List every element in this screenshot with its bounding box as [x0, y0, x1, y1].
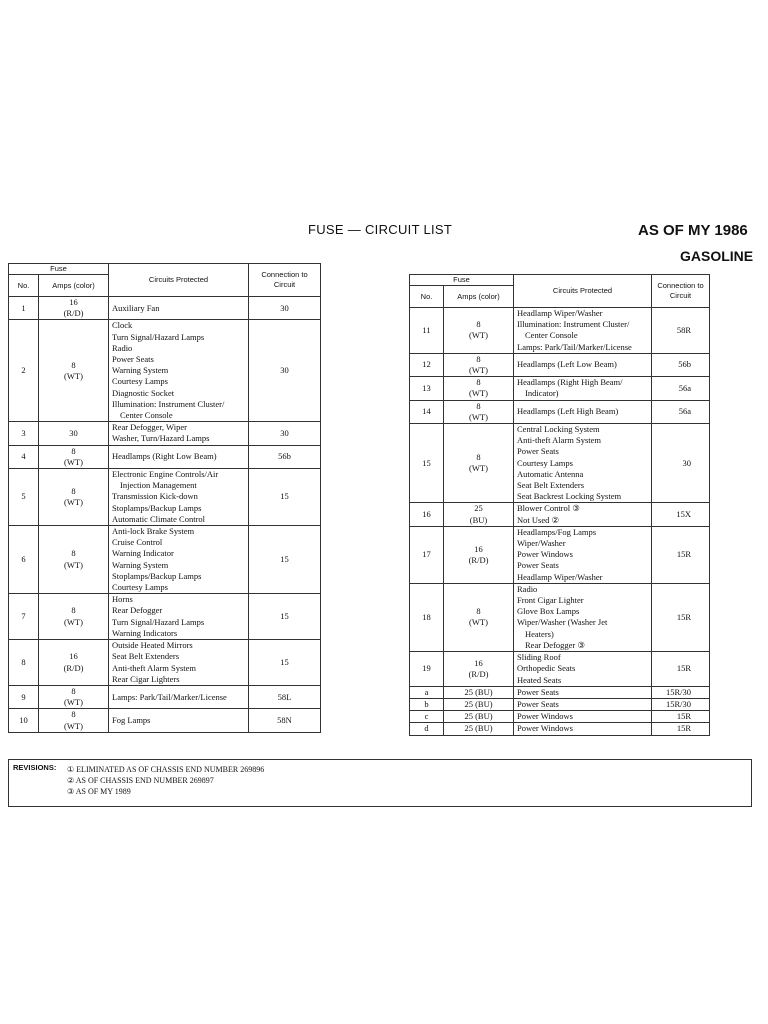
fuse-number: 9 — [9, 685, 39, 708]
circuit-line: Clock — [112, 320, 133, 331]
circuit-line: Headlamps (Right Low Beam) — [112, 451, 217, 462]
connection-value: 15R/30 — [652, 686, 710, 698]
circuit-line: Heaters) — [525, 628, 554, 639]
fuse-color: (WT) — [64, 456, 83, 467]
connection-value: 15R — [652, 723, 710, 735]
circuits-cell — [514, 503, 652, 526]
circuit-line: Heated Seats — [517, 674, 562, 685]
circuit-line: Courtesy Lamps — [112, 376, 168, 387]
table-row — [9, 422, 321, 445]
circuit-line: Headlamp Wiper/Washer — [517, 571, 603, 582]
fuse-color: (WT) — [469, 365, 488, 376]
fuse-amps-cell — [39, 297, 109, 320]
fuse-color: (WT) — [64, 697, 83, 708]
fuse-amps: 8 — [476, 606, 481, 617]
circuits-cell — [514, 583, 652, 651]
fuse-color: (R/D) — [468, 554, 489, 565]
circuits-cell — [109, 640, 249, 686]
connection-value: 30 — [652, 424, 710, 503]
table-row — [9, 469, 321, 526]
fuse-amps: 8 — [71, 709, 76, 720]
fuse-amps-cell — [39, 640, 109, 686]
circuit-line: Rear Defogger, Wiper — [112, 422, 187, 433]
fuse-amps: 30 — [69, 427, 78, 438]
fuse-header: Fuse — [9, 264, 109, 275]
table-row — [9, 320, 321, 422]
fuse-number: 16 — [410, 503, 444, 526]
circuit-line: Injection Management — [120, 480, 197, 491]
circuits-cell — [514, 711, 652, 723]
circuit-line: Central Locking System — [517, 424, 600, 435]
circuit-line: Power Windows — [517, 711, 573, 722]
table-row — [410, 308, 710, 354]
circuit-line: Power Windows — [517, 723, 573, 734]
circuit-line: Power Seats — [517, 446, 559, 457]
amps-header: Amps (color) — [39, 275, 109, 297]
connection-value: 30 — [249, 422, 321, 445]
circuit-line: Sliding Roof — [517, 652, 561, 663]
table-row — [410, 583, 710, 651]
circuits-cell — [514, 424, 652, 503]
fuse-table-left — [8, 263, 321, 733]
model-year-label: AS OF MY 1986 — [638, 222, 748, 239]
fuse-color: (WT) — [469, 330, 488, 341]
circuit-line: Lamps: Park/Tail/Marker/License — [517, 341, 632, 352]
connection-value: 15 — [249, 526, 321, 594]
circuits-cell — [514, 308, 652, 354]
fuse-amps: 16 — [69, 297, 78, 307]
fuse-amps: 8 — [71, 445, 76, 456]
fuse-color: (WT) — [469, 411, 488, 422]
connection-value: 15R — [652, 583, 710, 651]
fuse-number: c — [410, 711, 444, 723]
circuit-line: Radio — [517, 583, 538, 594]
table-row — [410, 686, 710, 698]
fuse-color: (WT) — [469, 617, 488, 628]
fuse-header: Fuse — [410, 275, 514, 286]
circuits-cell — [514, 723, 652, 735]
connection-value: 15 — [249, 640, 321, 686]
circuit-line: Warning Indicator — [112, 548, 174, 559]
revisions-label: REVISIONS: — [13, 763, 57, 772]
circuit-line: Electronic Engine Controls/Air — [112, 469, 219, 480]
circuits-cell — [514, 377, 652, 400]
fuse-amps: 25 (BU) — [464, 698, 493, 709]
circuits-cell — [514, 526, 652, 583]
circuit-line: Headlamps/Fog Lamps — [517, 526, 597, 537]
table-row — [410, 711, 710, 723]
circuits-cell — [109, 526, 249, 594]
fuse-number: a — [410, 686, 444, 698]
connection-value: 30 — [249, 320, 321, 422]
fuse-amps: 16 — [474, 543, 483, 554]
fuse-color: (WT) — [64, 559, 83, 570]
fuse-amps-cell — [444, 308, 514, 354]
circuit-line: Stoplamps/Backup Lamps — [112, 502, 202, 513]
circuits-cell — [514, 698, 652, 710]
circuit-line: Illumination: Instrument Cluster/ — [517, 319, 630, 330]
fuse-amps-cell — [444, 711, 514, 723]
circuits-header: Circuits Protected — [109, 264, 249, 297]
fuse-number: 19 — [410, 652, 444, 687]
circuit-line: Rear Defogger ③ — [525, 639, 586, 650]
circuit-line: Turn Signal/Hazard Lamps — [112, 331, 205, 342]
circuits-cell — [109, 320, 249, 422]
fuse-number: 1 — [9, 297, 39, 320]
fuse-color: (R/D) — [63, 308, 84, 319]
connection-value: 15R — [652, 652, 710, 687]
circuit-line: Power Seats — [517, 698, 559, 709]
fuse-number: 10 — [9, 709, 39, 732]
fuse-number: 4 — [9, 445, 39, 468]
circuits-cell — [109, 594, 249, 640]
circuit-line: Turn Signal/Hazard Lamps — [112, 616, 205, 627]
circuit-line: Seat Belt Extenders — [112, 651, 180, 662]
connection-value: 15X — [652, 503, 710, 526]
connection-value: 30 — [249, 297, 321, 320]
fuse-number: 18 — [410, 583, 444, 651]
circuit-line: Courtesy Lamps — [517, 457, 573, 468]
fuse-number: 2 — [9, 320, 39, 422]
table-row — [9, 297, 321, 320]
connection-value: 56b — [652, 353, 710, 376]
table-row — [410, 723, 710, 735]
circuit-line: Center Console — [120, 410, 173, 421]
fuse-color: (WT) — [469, 463, 488, 474]
connection-value: 56b — [249, 445, 321, 468]
table-row — [9, 685, 321, 708]
circuits-cell — [514, 686, 652, 698]
no-header: No. — [9, 275, 39, 297]
fuse-color: (WT) — [469, 388, 488, 399]
table-row — [410, 652, 710, 687]
circuit-line: Automatic Climate Control — [112, 513, 206, 524]
fuse-amps: 8 — [476, 452, 481, 463]
circuit-line: Blower Control ③ — [517, 503, 580, 514]
circuit-line: Automatic Antenna — [517, 468, 584, 479]
fuse-number: b — [410, 698, 444, 710]
revision-item: ① ELIMINATED AS OF CHASSIS END NUMBER 269896 — [67, 765, 265, 774]
circuits-cell — [109, 297, 249, 320]
fuse-color: (WT) — [64, 616, 83, 627]
connection-value: 15 — [249, 469, 321, 526]
fuse-amps: 8 — [476, 319, 481, 330]
circuit-line: Orthopedic Seats — [517, 663, 576, 674]
circuit-line: Transmission Kick-down — [112, 491, 198, 502]
fuse-amps: 25 (BU) — [464, 711, 493, 722]
circuit-line: Power Seats — [517, 560, 559, 571]
table-row — [9, 526, 321, 594]
connection-value: 58R — [652, 308, 710, 354]
revision-item: ③ AS OF MY 1989 — [67, 787, 131, 796]
circuit-line: Power Seats — [517, 686, 559, 697]
table-row — [9, 594, 321, 640]
circuit-line: Warning System — [112, 365, 169, 376]
fuse-number: 8 — [9, 640, 39, 686]
circuit-line: Anti-theft Alarm System — [112, 662, 197, 673]
fuse-amps-cell — [444, 503, 514, 526]
circuit-line: Radio — [112, 342, 133, 353]
fuse-amps: 8 — [476, 400, 481, 411]
fuse-amps: 25 (BU) — [464, 723, 493, 734]
fuse-amps: 8 — [71, 485, 76, 496]
circuits-cell — [109, 685, 249, 708]
circuit-line: Stoplamps/Backup Lamps — [112, 570, 202, 581]
table-row — [410, 503, 710, 526]
circuit-line: Illumination: Instrument Cluster/ — [112, 398, 225, 409]
table-row — [9, 640, 321, 686]
fuse-amps-cell — [39, 709, 109, 732]
circuit-line: Anti-theft Alarm System — [517, 435, 602, 446]
fuse-amps-cell — [39, 526, 109, 594]
fuse-number: 6 — [9, 526, 39, 594]
circuit-line: Rear Cigar Lighters — [112, 673, 180, 684]
fuse-number: 12 — [410, 353, 444, 376]
table-row — [410, 377, 710, 400]
connection-value: 15R/30 — [652, 698, 710, 710]
fuse-amps: 8 — [71, 605, 76, 616]
circuit-line: Outside Heated Mirrors — [112, 640, 193, 651]
circuit-line: Cruise Control — [112, 537, 163, 548]
fuse-amps: 25 (BU) — [464, 686, 493, 697]
table-row — [410, 698, 710, 710]
fuse-amps-cell — [444, 377, 514, 400]
fuse-amps-cell — [444, 353, 514, 376]
table-row — [410, 526, 710, 583]
circuit-line: Headlamps (Left High Beam) — [517, 406, 619, 417]
amps-header: Amps (color) — [444, 286, 514, 308]
no-header: No. — [410, 286, 444, 308]
circuits-header: Circuits Protected — [514, 275, 652, 308]
table-row — [410, 353, 710, 376]
circuits-cell — [109, 445, 249, 468]
circuit-line: Headlamp Wiper/Washer — [517, 308, 603, 318]
revisions-box — [8, 759, 752, 807]
fuse-amps: 16 — [69, 651, 78, 662]
circuit-line: Wiper/Washer — [517, 538, 566, 549]
fuse-color: (BU) — [469, 514, 488, 525]
fuse-color: (R/D) — [468, 668, 489, 679]
fuse-number: 7 — [9, 594, 39, 640]
fuse-color: (R/D) — [63, 662, 84, 673]
table-row — [9, 445, 321, 468]
fuse-amps: 8 — [71, 685, 76, 696]
connection-value: 56a — [652, 400, 710, 423]
circuit-line: Center Console — [525, 330, 578, 341]
circuit-line: Power Seats — [112, 354, 154, 365]
circuit-line: Not Used ② — [517, 514, 560, 525]
fuse-color: (WT) — [64, 720, 83, 731]
fuse-amps-cell — [39, 594, 109, 640]
engine-type-label: GASOLINE — [680, 248, 754, 264]
fuse-color: (WT) — [64, 370, 83, 381]
fuse-number: 3 — [9, 422, 39, 445]
circuit-line: Warning System — [112, 559, 169, 570]
fuse-amps: 8 — [71, 548, 76, 559]
fuse-number: 11 — [410, 308, 444, 354]
connection-header: Connection to Circuit — [652, 275, 710, 308]
circuit-line: Warning Indicators — [112, 627, 178, 638]
connection-value: 15R — [652, 526, 710, 583]
connection-header: Connection to Circuit — [249, 264, 321, 297]
connection-value: 15R — [652, 711, 710, 723]
circuit-line: Courtesy Lamps — [112, 582, 168, 593]
fuse-number: 15 — [410, 424, 444, 503]
circuits-cell — [514, 400, 652, 423]
fuse-amps-cell — [444, 424, 514, 503]
circuits-cell — [109, 709, 249, 732]
fuse-amps-cell — [444, 686, 514, 698]
revision-item: ② AS OF CHASSIS END NUMBER 269897 — [67, 776, 214, 785]
fuse-number: 5 — [9, 469, 39, 526]
table-row — [410, 424, 710, 503]
table-row — [9, 709, 321, 732]
revisions-list — [67, 764, 264, 797]
fuse-amps-cell — [444, 583, 514, 651]
circuit-line: Power Windows — [517, 549, 573, 560]
circuits-cell — [109, 469, 249, 526]
circuit-line: Seat Backrest Locking System — [517, 491, 622, 502]
circuit-line: Headlamps (Left Low Beam) — [517, 359, 617, 370]
fuse-amps-cell — [444, 526, 514, 583]
connection-value: 15 — [249, 594, 321, 640]
circuit-line: Lamps: Park/Tail/Marker/License — [112, 691, 227, 702]
circuits-cell — [514, 652, 652, 687]
fuse-amps: 16 — [474, 657, 483, 668]
fuse-amps-cell — [39, 445, 109, 468]
circuit-line: Fog Lamps — [112, 714, 151, 725]
circuit-line: Auxiliary Fan — [112, 302, 160, 313]
fuse-number: d — [410, 723, 444, 735]
connection-value: 56a — [652, 377, 710, 400]
fuse-color: (WT) — [64, 497, 83, 508]
circuit-line: Horns — [112, 594, 133, 605]
page-title: FUSE — CIRCUIT LIST — [308, 222, 453, 237]
table-row — [410, 400, 710, 423]
circuits-cell — [109, 422, 249, 445]
circuit-line: Washer, Turn/Hazard Lamps — [112, 433, 210, 444]
fuse-amps-cell — [444, 652, 514, 687]
circuit-line: Headlamps (Right High Beam/ — [517, 377, 623, 388]
fuse-amps: 25 — [474, 503, 483, 514]
fuse-amps-cell — [39, 685, 109, 708]
circuit-line: Rear Defogger — [112, 605, 163, 616]
circuit-line: Seat Belt Extenders — [517, 480, 585, 491]
connection-value: 58N — [249, 709, 321, 732]
fuse-amps-cell — [444, 400, 514, 423]
fuse-number: 14 — [410, 400, 444, 423]
fuse-amps-cell — [39, 422, 109, 445]
fuse-amps-cell — [39, 469, 109, 526]
fuse-amps-cell — [39, 320, 109, 422]
circuit-line: Glove Box Lamps — [517, 606, 580, 617]
fuse-amps: 8 — [476, 377, 481, 388]
fuse-amps-cell — [444, 723, 514, 735]
fuse-number: 17 — [410, 526, 444, 583]
circuit-line: Anti-lock Brake System — [112, 526, 195, 537]
circuit-line: Indicator) — [525, 388, 559, 399]
connection-value: 58L — [249, 685, 321, 708]
fuse-amps: 8 — [71, 359, 76, 370]
fuse-number: 13 — [410, 377, 444, 400]
circuit-line: Diagnostic Socket — [112, 387, 175, 398]
circuit-line: Wiper/Washer (Washer Jet — [517, 617, 608, 628]
circuit-line: Front Cigar Lighter — [517, 595, 584, 606]
circuits-cell — [514, 353, 652, 376]
fuse-table-right — [409, 274, 710, 736]
fuse-amps: 8 — [476, 353, 481, 364]
fuse-amps-cell — [444, 698, 514, 710]
